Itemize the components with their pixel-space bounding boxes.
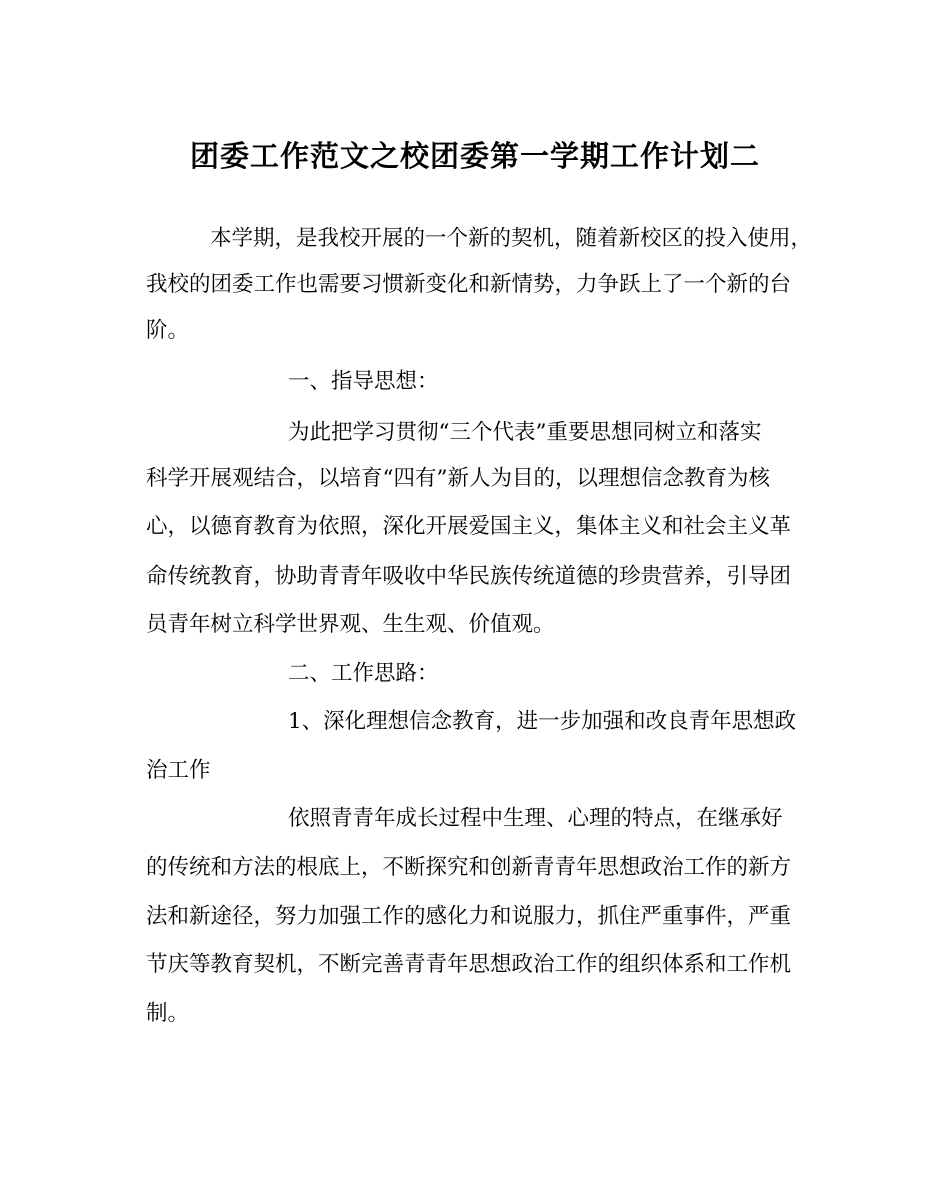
section-heading: 二、工作思路： — [288, 661, 439, 686]
section-heading: 一、指导思想： — [288, 369, 439, 394]
paragraph-line: 的传统和方法的根底上，不断探究和创新青青年思想政治工作的新方 — [146, 855, 792, 880]
paragraph-line: 我校的团委工作也需要习惯新变化和新情势，力争跃上了一个新的台 — [146, 272, 792, 297]
subsection-heading-continued: 治工作 — [146, 758, 211, 783]
paragraph-line: 本学期，是我校开展的一个新的契机，随着新校区的投入使用， — [210, 226, 813, 251]
paragraph-line: 心，以德育教育为依照，深化开展爱国主义，集体主义和社会主义革 — [146, 514, 792, 539]
paragraph-line: 科学开展观结合，以培育“四有”新人为目的，以理想信念教育为核 — [146, 466, 770, 491]
paragraph-line: 为此把学习贯彻“三个代表”重要思想同树立和落实 — [288, 420, 762, 445]
paragraph-line: 节庆等教育契机，不断完善青青年思想政治工作的组织体系和工作机 — [146, 952, 792, 977]
paragraph-line: 制。 — [146, 1001, 190, 1026]
paragraph-line: 阶。 — [146, 318, 190, 343]
paragraph-line: 命传统教育，协助青青年吸收中华民族传统道德的珍贵营养，引导团 — [146, 564, 792, 589]
paragraph-line: 依照青青年成长过程中生理、心理的特点，在继承好 — [288, 806, 783, 831]
subsection-heading: 1、深化理想信念教育，进一步加强和改良青年思想政 — [288, 709, 797, 734]
document-title: 团委工作范文之校团委第一学期工作计划二 — [189, 139, 760, 173]
paragraph-line: 员青年树立科学世界观、生生观、价值观。 — [146, 612, 555, 637]
paragraph-line: 法和新途径，努力加强工作的感化力和说服力，抓住严重事件，严重 — [146, 904, 792, 929]
